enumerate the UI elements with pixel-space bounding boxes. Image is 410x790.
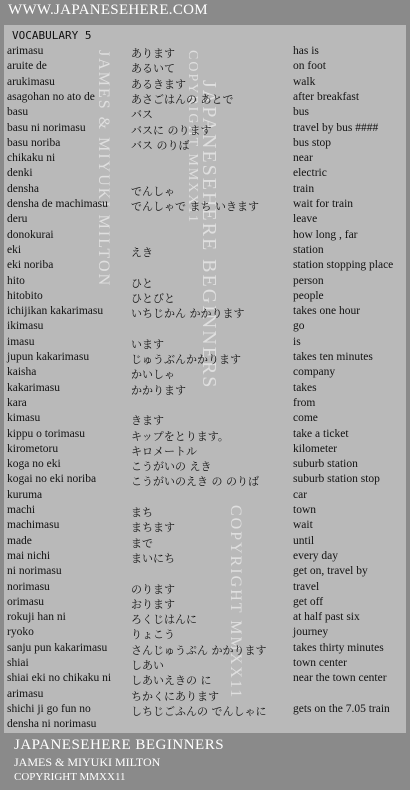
english-text: bus	[293, 106, 309, 119]
vocab-row	[4, 198, 406, 214]
watermark-brand: JAPANESEHERE BEGINNERS	[198, 80, 220, 390]
vocab-row	[4, 657, 406, 673]
english-text: near	[293, 152, 313, 165]
vocab-row	[4, 642, 406, 658]
english-text: takes ten minutes	[293, 351, 373, 363]
romaji-text: chikaku ni	[7, 152, 56, 165]
romaji-text: rokuji han ni	[7, 611, 66, 624]
english-text: wait for train	[293, 198, 354, 210]
vocab-row	[4, 535, 406, 551]
kana-text: かいしゃ	[131, 368, 175, 382]
romaji-text: basu noriba	[7, 136, 61, 149]
romaji-text: arimasu	[7, 687, 44, 700]
vocab-row	[4, 122, 406, 138]
english-text: car	[293, 488, 308, 501]
english-text: person	[293, 274, 324, 287]
kana-text: おります	[131, 597, 175, 611]
watermark-copyright: COPYRIGHT MMXX11	[227, 505, 244, 700]
romaji-text: deru	[7, 213, 28, 226]
vocab-row	[4, 351, 406, 367]
vocab-row	[4, 213, 406, 229]
romaji-text: arimasu	[7, 45, 44, 57]
watermark-authors: JAMES & MIYUKI MILTON	[95, 50, 112, 288]
vocab-row	[4, 106, 406, 122]
romaji-text: made	[7, 534, 32, 547]
kana-text: りょこう	[131, 628, 175, 642]
kana-text: あります	[131, 47, 175, 60]
kana-text: ひとびと	[131, 291, 175, 305]
english-text: journey	[293, 626, 329, 639]
kana-text: ろくじはんに	[131, 613, 197, 627]
english-text: suburb station	[293, 458, 358, 471]
vocab-row	[4, 137, 406, 153]
vocabulary-sheet	[4, 25, 406, 733]
romaji-text: ryoko	[7, 626, 34, 639]
english-text: town center	[293, 657, 347, 669]
romaji-text: sanju pun kakarimasu	[7, 641, 108, 654]
vocab-row	[4, 366, 406, 382]
english-text: travel	[293, 580, 320, 593]
vocab-row	[4, 443, 406, 459]
english-text: takes	[293, 381, 317, 394]
romaji-text: shichi ji go fun no	[7, 702, 91, 715]
english-text: after breakfast	[293, 90, 360, 103]
kana-text: まで	[131, 536, 153, 550]
english-text: has is	[293, 45, 319, 57]
kana-text: こうがいのえき の のりば	[131, 475, 259, 489]
english-text: electric	[293, 167, 327, 180]
vocab-row	[4, 596, 406, 612]
english-text: takes one hour	[293, 305, 361, 318]
kana-text: のります	[131, 582, 175, 596]
vocabulary-heading: VOCABULARY 5	[12, 29, 92, 42]
vocab-row	[4, 626, 406, 642]
english-text: town	[293, 504, 316, 516]
vocab-row	[4, 611, 406, 627]
english-text: take a ticket	[293, 427, 349, 440]
kana-text: バス	[131, 108, 153, 122]
english-text: from	[293, 396, 316, 409]
romaji-text: kara	[7, 396, 27, 409]
english-text: suburb station stop	[293, 473, 380, 486]
kana-text: じゅうぶんかかります	[131, 353, 241, 366]
english-text: company	[293, 366, 336, 379]
vocab-row	[4, 581, 406, 597]
romaji-text: densha	[7, 182, 39, 195]
vocab-row	[4, 320, 406, 336]
romaji-text: denki	[7, 167, 33, 180]
english-text: is	[293, 335, 301, 348]
romaji-text: kuruma	[7, 488, 43, 501]
romaji-text: eki	[7, 243, 22, 256]
vocab-row	[4, 259, 406, 275]
vocab-row	[4, 382, 406, 398]
romaji-text: kimasu	[7, 412, 41, 425]
vocab-row	[4, 167, 406, 183]
romaji-text: kirometoru	[7, 442, 59, 455]
kana-text: あるいて	[131, 62, 175, 76]
romaji-text: donokurai	[7, 228, 54, 241]
romaji-text: asagohan no ato de	[7, 90, 95, 103]
vocab-row	[4, 519, 406, 535]
english-text: go	[293, 320, 305, 333]
vocab-row	[4, 473, 406, 489]
romaji-text: ichijikan kakarimasu	[7, 305, 104, 318]
kana-text: まいにち	[131, 551, 175, 565]
romaji-text: densha ni norimasu	[7, 718, 97, 731]
romaji-text: eki noriba	[7, 259, 54, 272]
footer-authors: JAMES & MIYUKI MILTON	[14, 755, 161, 769]
vocab-row	[4, 336, 406, 352]
english-text: gets on the 7.05 train	[293, 702, 390, 715]
kana-text: えき	[131, 245, 153, 259]
romaji-text: ni norimasu	[7, 565, 62, 578]
romaji-text: machimasu	[7, 519, 60, 532]
romaji-text: basu ni norimasu	[7, 121, 86, 134]
vocab-row	[4, 703, 406, 719]
kana-text: まち	[131, 506, 153, 519]
kana-text: ひと	[131, 276, 153, 290]
english-text: takes thirty minutes	[293, 641, 384, 654]
english-text: on foot	[293, 60, 326, 73]
romaji-text: kippu o torimasu	[7, 427, 85, 440]
english-text: bus stop	[293, 136, 332, 149]
english-text: leave	[293, 213, 318, 226]
kana-text: でんしゃで まち いきます	[131, 200, 259, 213]
english-text: kilometer	[293, 442, 338, 455]
kana-text: しちじごふんの でんしゃに	[131, 704, 267, 718]
kana-text: バス のりば	[131, 138, 190, 152]
romaji-text: aruite de	[7, 60, 47, 73]
vocab-row	[4, 183, 406, 199]
romaji-text: norimasu	[7, 580, 50, 593]
kana-text: いちじかん かかります	[131, 307, 245, 321]
english-text: at half past six	[293, 611, 360, 624]
kana-text: まちます	[131, 521, 175, 535]
vocab-row	[4, 45, 406, 61]
watermark-copyright-top: COPYRIGHT MMXX11	[185, 50, 200, 224]
romaji-text: arukimasu	[7, 75, 55, 88]
romaji-text: hito	[7, 274, 25, 287]
romaji-text: jupun kakarimasu	[7, 351, 90, 363]
kana-text: あさごはんの あとで	[131, 92, 234, 106]
romaji-text: koga no eki	[7, 458, 61, 471]
english-text: come	[293, 412, 318, 425]
vocab-row	[4, 305, 406, 321]
vocab-row	[4, 60, 406, 76]
english-text: travel by bus ####	[293, 121, 379, 134]
kana-text: います	[131, 337, 164, 351]
romaji-text: mai nichi	[7, 549, 51, 562]
kana-text: ちかくにあります	[131, 689, 219, 703]
kana-text: あるきます	[131, 77, 186, 91]
kana-text: かかります	[131, 383, 186, 397]
vocab-row	[4, 504, 406, 520]
kana-text: しあい	[131, 659, 164, 672]
vocab-row	[4, 397, 406, 413]
vocab-row	[4, 229, 406, 245]
romaji-text: machi	[7, 504, 36, 516]
kana-text: キロメートル	[131, 444, 197, 458]
vocab-row	[4, 244, 406, 260]
english-text: get off	[293, 595, 324, 608]
romaji-text: orimasu	[7, 595, 45, 608]
english-text: how long , far	[293, 228, 358, 241]
vocab-row	[4, 428, 406, 444]
romaji-text: basu	[7, 106, 29, 119]
english-text: until	[293, 534, 315, 547]
romaji-text: densha de machimasu	[7, 198, 108, 210]
site-url[interactable]: WWW.JAPANESEHERE.COM	[8, 2, 208, 18]
romaji-text: ikimasu	[7, 320, 44, 333]
kana-text: きます	[131, 414, 164, 428]
vocab-row	[4, 290, 406, 306]
vocab-row	[4, 718, 406, 733]
vocab-row	[4, 412, 406, 428]
kana-text: キップをとります。	[131, 429, 229, 443]
kana-text: こうがいの えき	[131, 460, 212, 474]
vocab-row	[4, 550, 406, 566]
kana-text: バスに のります	[131, 123, 212, 137]
english-text: station	[293, 243, 324, 256]
english-text: station stopping place	[293, 259, 394, 272]
english-text: wait	[293, 519, 313, 532]
english-text: train	[293, 182, 315, 195]
kana-text: さんじゅうぷん かかります	[131, 643, 267, 657]
vocab-row	[4, 91, 406, 107]
english-text: people	[293, 289, 324, 302]
vocab-row	[4, 275, 406, 291]
footer-copyright: COPYRIGHT MMXX11	[14, 771, 126, 783]
kana-text: しあいえきの に	[131, 674, 212, 688]
vocab-row	[4, 76, 406, 92]
vocab-row	[4, 458, 406, 474]
english-text: get on, travel by	[293, 565, 368, 578]
footer-title: JAPANESEHERE BEGINNERS	[14, 737, 225, 753]
romaji-text: kakarimasu	[7, 381, 61, 394]
vocab-row	[4, 152, 406, 168]
vocab-row	[4, 688, 406, 704]
romaji-text: shiai	[7, 657, 29, 669]
english-text: every day	[293, 549, 339, 562]
vocab-row	[4, 489, 406, 505]
romaji-text: imasu	[7, 335, 35, 348]
romaji-text: kogai no eki noriba	[7, 473, 97, 486]
romaji-text: hitobito	[7, 289, 43, 302]
kana-text: でんしゃ	[131, 184, 175, 198]
vocab-row	[4, 565, 406, 581]
romaji-text: shiai eki no chikaku ni	[7, 672, 112, 685]
english-text: near the town center	[293, 672, 387, 685]
vocab-row	[4, 672, 406, 688]
english-text: walk	[293, 75, 316, 88]
romaji-text: kaisha	[7, 366, 37, 379]
